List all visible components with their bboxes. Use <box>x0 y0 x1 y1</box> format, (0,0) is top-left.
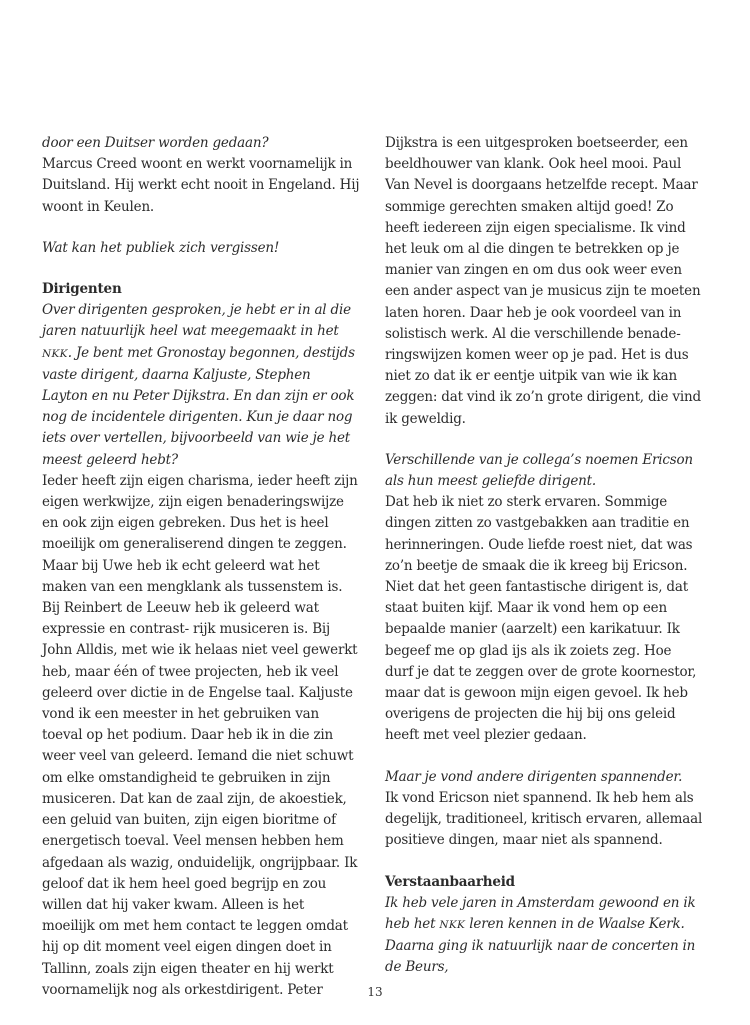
question-intro: door een Duitser worden gedaan? <box>42 135 269 151</box>
page-number: 13 <box>367 985 383 999</box>
section-heading-dirigenten: Dirigenten <box>42 281 122 298</box>
question-spannend: Maar je vond andere dirigenten spannender. <box>385 768 683 785</box>
right-column <box>385 133 703 979</box>
question-dirigenten-part-2: . Je bent met Gronostay begonnen, destijds vaste dirigent, daarna Kaljuste, Stephen Layton en nu Peter Dijkstra. En dan zijn er ook nog de incidentele dirigenten. Kun je daar nog iets over vertellen, bijvoorbeeld van wie je het meest geleerd hebt? <box>42 344 355 468</box>
answer-spannend: Ik vond Ericson niet spannend. Ik heb hem als degelijk, traditioneel, kritisch ervaren, allemaal positieve dingen, maar niet als spannend. <box>385 789 703 849</box>
section-heading-verstaanbaarheid: Verstaanbaarheid <box>385 873 515 890</box>
answer-ericson: Dat heb ik niet zo sterk ervaren. Sommige dingen zitten zo vastgebakken aan traditie en herinneringen. Oude liefde roest niet, dat was zo’n beetje de smaak die ik kreeg bij Ericson. Niet dat het geen fantastische dirigent is, dat staat buiten kijf. Maar ik vond hem op een bepaalde manier (aarzelt) een karikatuur. Ik begeef me op glad ijs als ik zoiets zeg. Hoe durf je dat te zeggen over de grote koornestor, maar dat is gewoon mijn eigen gevoel. Ik heb overigens de projecten die hij bij ons geleid heeft met veel plezier gedaan. <box>385 494 697 744</box>
question-verstaanbaarheid <box>385 893 703 979</box>
question-dirigenten <box>42 300 360 471</box>
question-verstaanbaarheid-part-1: Ik heb vele jaren in Amsterdam gewoond en ik heb het <box>385 894 696 932</box>
question-ericson: Verschillende van je collega’s noemen Ericson als hun meest geliefde dirigent. <box>385 451 693 490</box>
answer-dirigenten-continued: Dijkstra is een uitgesproken boetseerder, een beeldhouwer van klank. Ook heel mooi. Paul Van Nevel is doorgaans hetzelfde recept. Maar sommige gerechten smaken altijd goed! Zo heeft iedereen zijn eigen specialisme. Ik vind het leuk om al die dingen te betrekken op je manier van zingen en om dus ook weer even een ander aspect van je musicus zijn te moeten laten horen. Daar heb je ook voordeel van in solistisch werk. Al die verschillende benade- ringswijzen komen weer op je pad. Het is dus niet zo dat ik er eentje uitpik van wie ik kan zeggen: dat vind ik zo’n grote dirigent, die vind ik geweldig. <box>385 135 701 427</box>
answer-dirigenten: Ieder heeft zijn eigen charisma, ieder heeft zijn eigen werkwijze, zijn eigen benaderingswijze en ook zijn eigen gebreken. Dus het is heel moeilijk om generaliserend dingen te zeggen. Maar bij Uwe heb ik echt geleerd wat het maken van een mengklank als tussenstem is. Bij Reinbert de Leeuw heb ik geleerd wat expressie en contrast- rijk musiceren is. Bij John Alldis, met wie ik helaas niet veel gewerkt heb, maar één of twee projecten, heb ik veel geleerd over dictie in de Engelse taal. Kaljuste vond ik een meester in het gebruiken van toeval op het podium. Daar heb ik in die zin weer veel van geleerd. Iemand die niet schuwt om elke omstandigheid te gebruiken in zijn musiceren. Dat kan de zaal zijn, de akoestiek, een geluid van buiten, zijn eigen bioritme of energetisch toeval. Veel mensen hebben hem afgedaan als wazig, onduidelijk, ongrijpbaar. Ik geloof dat ik hem heel goed begrijp en zou willen dat hij vaker kwam. Alleen is het moeilijk om met hem contact te leggen omdat hij op dit moment veel eigen dingen doet in Tallinn, zoals zijn eigen theater en hij werkt voornamelijk nog als orkestdirigent. Peter <box>42 472 358 998</box>
nkk-abbreviation: NKK <box>439 918 466 931</box>
remark-publiek: Wat kan het publiek zich vergissen! <box>42 239 280 256</box>
nkk-abbreviation: NKK <box>42 347 68 360</box>
answer-intro: Marcus Creed woont en werkt voornamelijk in Duitsland. Hij werkt echt nooit in Engeland. Hij woont in Keulen. <box>42 156 360 215</box>
question-dirigenten-part-1: Over dirigenten gesproken, je hebt er in al die jaren natuurlijk heel wat meegemaakt in het <box>42 302 351 340</box>
question-verstaanbaarheid-part-2: leren kennen in de Waalse Kerk. Daarna ging ik natuurlijk naar de concerten in de Beurs, <box>385 915 696 976</box>
left-column <box>42 133 360 1001</box>
